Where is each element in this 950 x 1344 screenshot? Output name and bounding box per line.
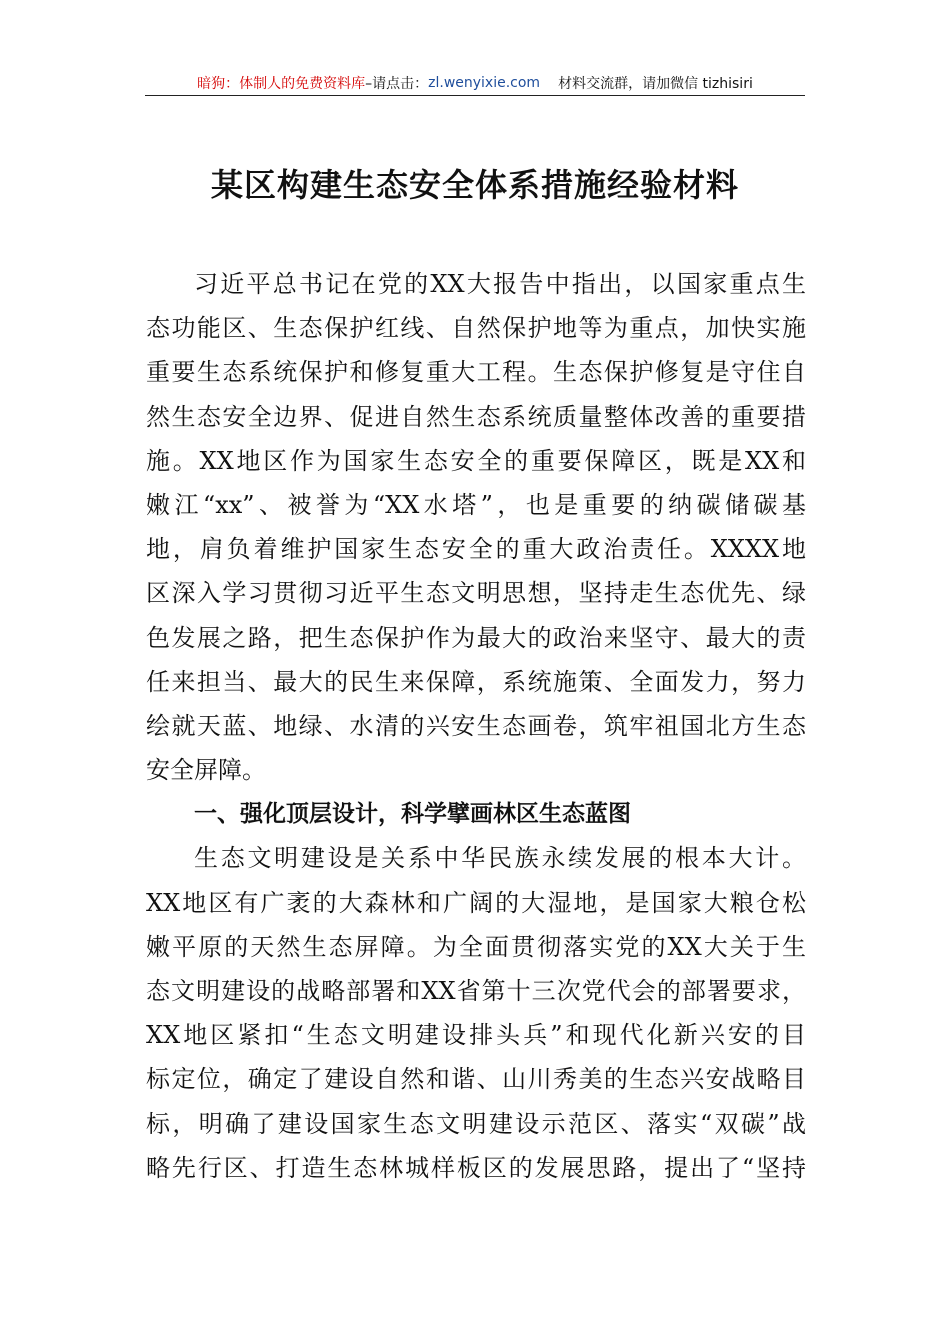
paragraph-line: 安全屏障。 — [146, 756, 266, 785]
paragraph-line: 习近平总书记在党的XX大报告中指出，以国家重点生 — [194, 270, 806, 298]
header-divider — [145, 95, 805, 96]
header-url-link[interactable]: zl.wenyixie.com — [428, 75, 541, 91]
document-title: 某区构建生态安全体系措施经验材料 — [210, 166, 739, 204]
page-header — [145, 70, 805, 96]
paragraph-line: 然生态安全边界、促进自然生态系统质量整体改善的重要措 — [146, 402, 806, 431]
paragraph-line: 生态文明建设是关系中华民族永续发展的根本大计。 — [194, 844, 806, 873]
paragraph-line: XX地区有广袤的大森林和广阔的大湿地，是国家大粮仓松 — [146, 888, 806, 917]
paragraph-line: 标，明确了建设国家生态文明建设示范区、落实“双碳”战 — [146, 1109, 806, 1138]
document-body — [146, 262, 806, 1190]
section-heading: 一、强化顶层设计，科学擘画林区生态蓝图 — [194, 801, 631, 828]
paragraph-line: 态功能区、生态保护红线、自然保护地等为重点，加快实施 — [146, 314, 806, 343]
header-contact: 材料交流群，请加微信 tizhisiri — [558, 76, 753, 92]
paragraph-line: 嫩平原的天然生态屏障。为全面贯彻落实党的XX大关于生 — [146, 932, 806, 961]
paragraph-line: XX地区紧扣“生态文明建设排头兵”和现代化新兴安的目 — [146, 1021, 806, 1050]
header-click-label: –请点击： — [365, 76, 429, 92]
paragraph-line: 任来担当、最大的民生来保障，系统施策、全面发力，努力 — [146, 667, 806, 696]
paragraph-line: 态文明建设的战略部署和XX省第十三次党代会的部署要求， — [146, 977, 806, 1005]
paragraph-line: 嫩江“xx”、被誉为“XX水塔”，也是重要的纳碳储碳基 — [146, 490, 806, 519]
paragraph-line: 重要生态系统保护和修复重大工程。生态保护修复是守住自 — [146, 358, 806, 387]
paragraph-line: 施。XX地区作为国家生态安全的重要保障区，既是XX和 — [146, 446, 806, 475]
paragraph-line: 区深入学习贯彻习近平生态文明思想，坚持走生态优先、绿 — [146, 579, 806, 608]
paragraph-line: 色发展之路，把生态保护作为最大的政治来坚守、最大的责 — [146, 623, 806, 652]
paragraph-line: 地，肩负着维护国家生态安全的重大政治责任。XXXX地 — [146, 535, 806, 564]
header-site-label: 暗狗：体制人的免费资料库 — [197, 76, 366, 92]
paragraph-line: 绘就天蓝、地绿、水清的兴安生态画卷，筑牢祖国北方生态 — [146, 711, 806, 740]
paragraph-line: 标定位，确定了建设自然和谐、山川秀美的生态兴安战略目 — [146, 1065, 806, 1094]
paragraph-line: 略先行区、打造生态林城样板区的发展思路，提出了“坚持 — [146, 1153, 806, 1182]
